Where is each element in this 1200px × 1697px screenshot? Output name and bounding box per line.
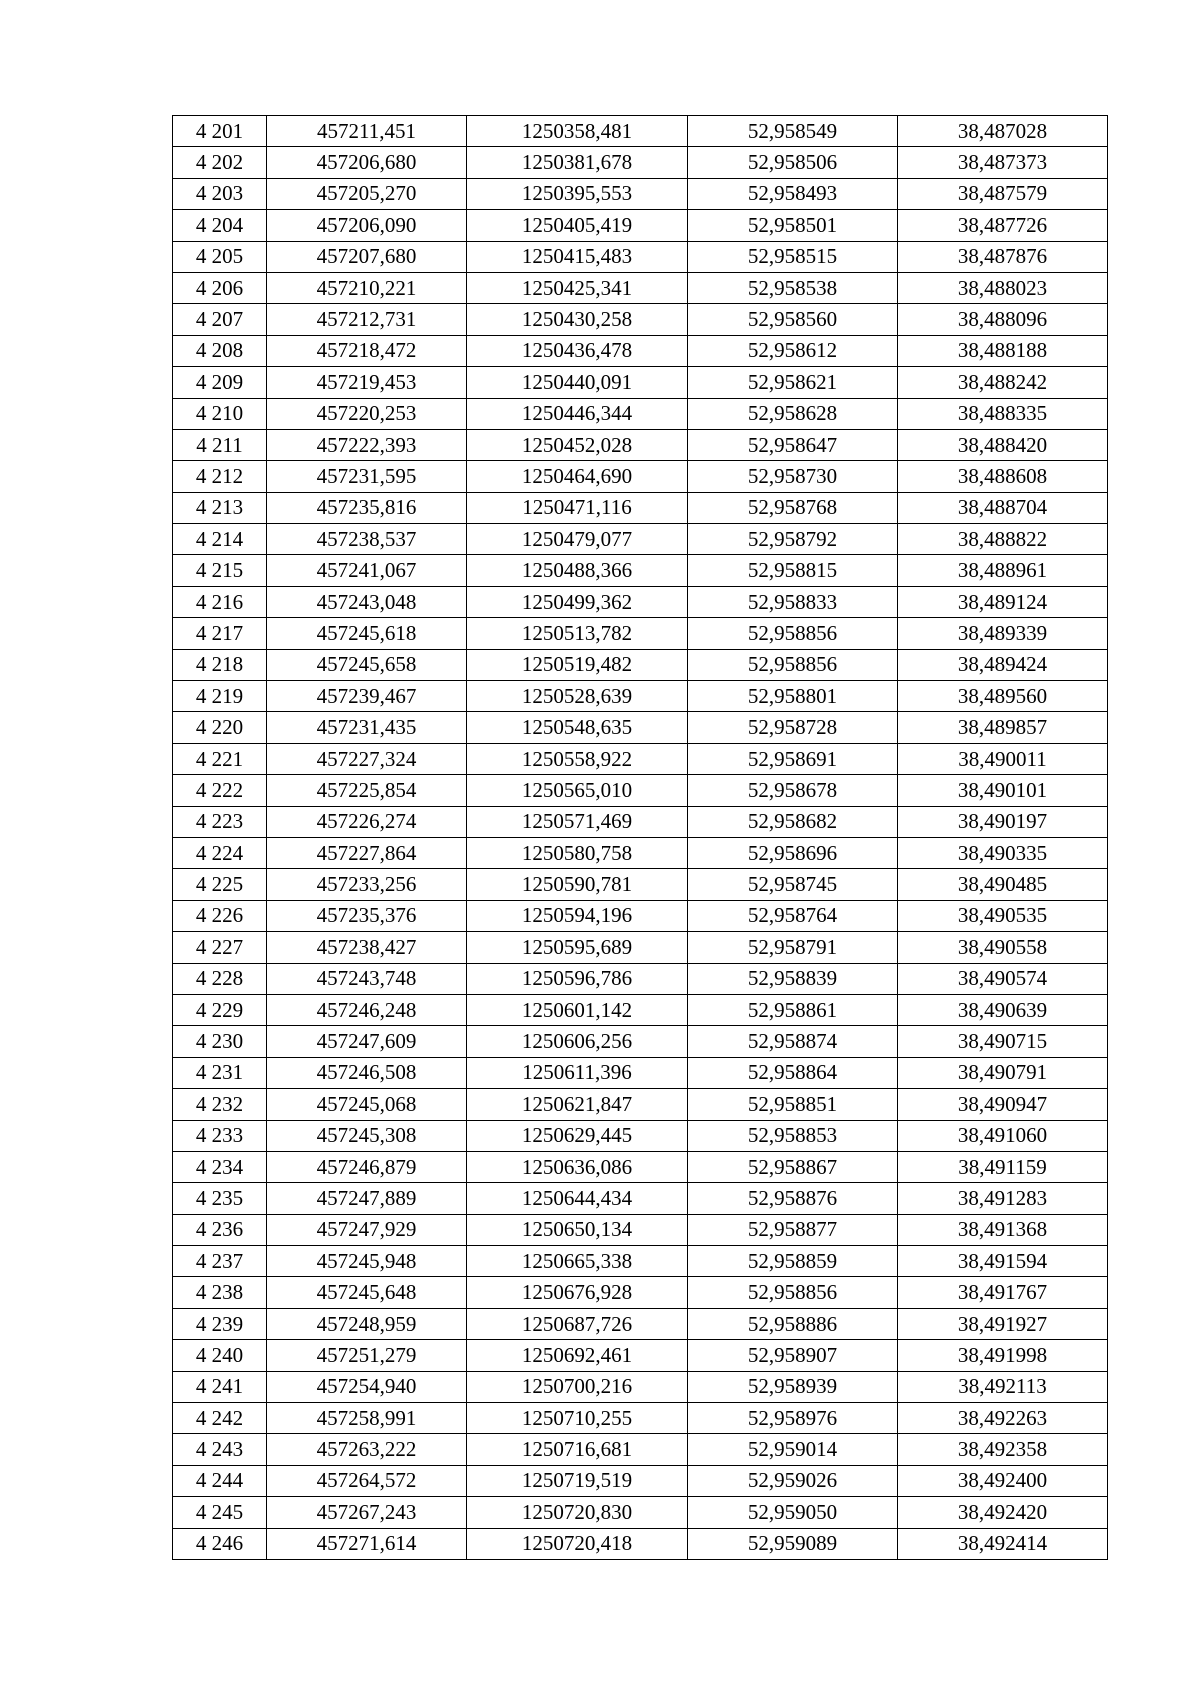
longitude-cell: 38,489560 bbox=[898, 681, 1108, 712]
longitude-cell: 38,489339 bbox=[898, 618, 1108, 649]
longitude-cell: 38,491927 bbox=[898, 1308, 1108, 1339]
point-number-cell: 4 224 bbox=[173, 837, 267, 868]
longitude-cell: 38,492263 bbox=[898, 1403, 1108, 1434]
x-coordinate-cell: 457239,467 bbox=[267, 681, 467, 712]
y-coordinate-cell: 1250580,758 bbox=[467, 837, 688, 868]
x-coordinate-cell: 457226,274 bbox=[267, 806, 467, 837]
longitude-cell: 38,488420 bbox=[898, 429, 1108, 460]
latitude-cell: 52,959050 bbox=[688, 1497, 898, 1528]
longitude-cell: 38,490715 bbox=[898, 1026, 1108, 1057]
table-row bbox=[173, 367, 1108, 398]
y-coordinate-cell: 1250440,091 bbox=[467, 367, 688, 398]
latitude-cell: 52,958691 bbox=[688, 743, 898, 774]
latitude-cell: 52,958877 bbox=[688, 1214, 898, 1245]
y-coordinate-cell: 1250636,086 bbox=[467, 1151, 688, 1182]
point-number-cell: 4 218 bbox=[173, 649, 267, 680]
latitude-cell: 52,958792 bbox=[688, 524, 898, 555]
y-coordinate-cell: 1250425,341 bbox=[467, 272, 688, 303]
x-coordinate-cell: 457246,508 bbox=[267, 1057, 467, 1088]
table-row bbox=[173, 1246, 1108, 1277]
table-row bbox=[173, 900, 1108, 931]
latitude-cell: 52,958801 bbox=[688, 681, 898, 712]
longitude-cell: 38,490947 bbox=[898, 1089, 1108, 1120]
table-row bbox=[173, 1308, 1108, 1339]
longitude-cell: 38,487579 bbox=[898, 178, 1108, 209]
table-row bbox=[173, 681, 1108, 712]
point-number-cell: 4 207 bbox=[173, 304, 267, 335]
longitude-cell: 38,488608 bbox=[898, 461, 1108, 492]
y-coordinate-cell: 1250452,028 bbox=[467, 429, 688, 460]
point-number-cell: 4 245 bbox=[173, 1497, 267, 1528]
longitude-cell: 38,490485 bbox=[898, 869, 1108, 900]
longitude-cell: 38,491060 bbox=[898, 1120, 1108, 1151]
latitude-cell: 52,958791 bbox=[688, 932, 898, 963]
point-number-cell: 4 239 bbox=[173, 1308, 267, 1339]
point-number-cell: 4 221 bbox=[173, 743, 267, 774]
y-coordinate-cell: 1250446,344 bbox=[467, 398, 688, 429]
longitude-cell: 38,492420 bbox=[898, 1497, 1108, 1528]
table-row bbox=[173, 837, 1108, 868]
longitude-cell: 38,491594 bbox=[898, 1246, 1108, 1277]
latitude-cell: 52,958493 bbox=[688, 178, 898, 209]
table-row bbox=[173, 1497, 1108, 1528]
table-row bbox=[173, 178, 1108, 209]
x-coordinate-cell: 457210,221 bbox=[267, 272, 467, 303]
table-row bbox=[173, 743, 1108, 774]
latitude-cell: 52,958861 bbox=[688, 994, 898, 1025]
latitude-cell: 52,958515 bbox=[688, 241, 898, 272]
coordinates-table-body bbox=[173, 116, 1108, 1560]
point-number-cell: 4 243 bbox=[173, 1434, 267, 1465]
y-coordinate-cell: 1250687,726 bbox=[467, 1308, 688, 1339]
table-row bbox=[173, 1057, 1108, 1088]
latitude-cell: 52,958730 bbox=[688, 461, 898, 492]
latitude-cell: 52,958856 bbox=[688, 618, 898, 649]
latitude-cell: 52,958853 bbox=[688, 1120, 898, 1151]
table-row bbox=[173, 492, 1108, 523]
latitude-cell: 52,958682 bbox=[688, 806, 898, 837]
longitude-cell: 38,489424 bbox=[898, 649, 1108, 680]
x-coordinate-cell: 457243,748 bbox=[267, 963, 467, 994]
longitude-cell: 38,492113 bbox=[898, 1371, 1108, 1402]
y-coordinate-cell: 1250606,256 bbox=[467, 1026, 688, 1057]
x-coordinate-cell: 457264,572 bbox=[267, 1465, 467, 1496]
table-row bbox=[173, 429, 1108, 460]
y-coordinate-cell: 1250528,639 bbox=[467, 681, 688, 712]
point-number-cell: 4 214 bbox=[173, 524, 267, 555]
latitude-cell: 52,959089 bbox=[688, 1528, 898, 1559]
y-coordinate-cell: 1250700,216 bbox=[467, 1371, 688, 1402]
latitude-cell: 52,958839 bbox=[688, 963, 898, 994]
point-number-cell: 4 228 bbox=[173, 963, 267, 994]
longitude-cell: 38,487726 bbox=[898, 210, 1108, 241]
x-coordinate-cell: 457246,879 bbox=[267, 1151, 467, 1182]
y-coordinate-cell: 1250621,847 bbox=[467, 1089, 688, 1120]
latitude-cell: 52,958768 bbox=[688, 492, 898, 523]
table-row bbox=[173, 775, 1108, 806]
y-coordinate-cell: 1250471,116 bbox=[467, 492, 688, 523]
coordinates-table bbox=[172, 115, 1108, 1560]
x-coordinate-cell: 457225,854 bbox=[267, 775, 467, 806]
longitude-cell: 38,488335 bbox=[898, 398, 1108, 429]
point-number-cell: 4 205 bbox=[173, 241, 267, 272]
y-coordinate-cell: 1250464,690 bbox=[467, 461, 688, 492]
longitude-cell: 38,490197 bbox=[898, 806, 1108, 837]
point-number-cell: 4 223 bbox=[173, 806, 267, 837]
table-row bbox=[173, 932, 1108, 963]
x-coordinate-cell: 457263,222 bbox=[267, 1434, 467, 1465]
y-coordinate-cell: 1250720,418 bbox=[467, 1528, 688, 1559]
x-coordinate-cell: 457220,253 bbox=[267, 398, 467, 429]
x-coordinate-cell: 457245,618 bbox=[267, 618, 467, 649]
point-number-cell: 4 217 bbox=[173, 618, 267, 649]
point-number-cell: 4 230 bbox=[173, 1026, 267, 1057]
longitude-cell: 38,488242 bbox=[898, 367, 1108, 398]
x-coordinate-cell: 457238,537 bbox=[267, 524, 467, 555]
longitude-cell: 38,491368 bbox=[898, 1214, 1108, 1245]
longitude-cell: 38,489857 bbox=[898, 712, 1108, 743]
table-row bbox=[173, 806, 1108, 837]
point-number-cell: 4 201 bbox=[173, 116, 267, 147]
x-coordinate-cell: 457267,243 bbox=[267, 1497, 467, 1528]
y-coordinate-cell: 1250513,782 bbox=[467, 618, 688, 649]
table-row bbox=[173, 1434, 1108, 1465]
point-number-cell: 4 235 bbox=[173, 1183, 267, 1214]
latitude-cell: 52,958856 bbox=[688, 649, 898, 680]
y-coordinate-cell: 1250590,781 bbox=[467, 869, 688, 900]
point-number-cell: 4 241 bbox=[173, 1371, 267, 1402]
table-row bbox=[173, 712, 1108, 743]
y-coordinate-cell: 1250692,461 bbox=[467, 1340, 688, 1371]
table-row bbox=[173, 1528, 1108, 1559]
longitude-cell: 38,490535 bbox=[898, 900, 1108, 931]
y-coordinate-cell: 1250629,445 bbox=[467, 1120, 688, 1151]
table-row bbox=[173, 586, 1108, 617]
table-row bbox=[173, 461, 1108, 492]
longitude-cell: 38,490335 bbox=[898, 837, 1108, 868]
latitude-cell: 52,958867 bbox=[688, 1151, 898, 1182]
longitude-cell: 38,490011 bbox=[898, 743, 1108, 774]
latitude-cell: 52,958647 bbox=[688, 429, 898, 460]
point-number-cell: 4 242 bbox=[173, 1403, 267, 1434]
longitude-cell: 38,492400 bbox=[898, 1465, 1108, 1496]
x-coordinate-cell: 457219,453 bbox=[267, 367, 467, 398]
longitude-cell: 38,491283 bbox=[898, 1183, 1108, 1214]
point-number-cell: 4 203 bbox=[173, 178, 267, 209]
table-row bbox=[173, 524, 1108, 555]
table-row bbox=[173, 869, 1108, 900]
table-row bbox=[173, 147, 1108, 178]
y-coordinate-cell: 1250436,478 bbox=[467, 335, 688, 366]
latitude-cell: 52,958728 bbox=[688, 712, 898, 743]
latitude-cell: 52,958876 bbox=[688, 1183, 898, 1214]
longitude-cell: 38,491998 bbox=[898, 1340, 1108, 1371]
x-coordinate-cell: 457247,929 bbox=[267, 1214, 467, 1245]
point-number-cell: 4 211 bbox=[173, 429, 267, 460]
x-coordinate-cell: 457271,614 bbox=[267, 1528, 467, 1559]
latitude-cell: 52,958678 bbox=[688, 775, 898, 806]
x-coordinate-cell: 457245,648 bbox=[267, 1277, 467, 1308]
x-coordinate-cell: 457238,427 bbox=[267, 932, 467, 963]
longitude-cell: 38,487876 bbox=[898, 241, 1108, 272]
longitude-cell: 38,490791 bbox=[898, 1057, 1108, 1088]
table-row bbox=[173, 210, 1108, 241]
latitude-cell: 52,958560 bbox=[688, 304, 898, 335]
table-row bbox=[173, 555, 1108, 586]
table-row bbox=[173, 1151, 1108, 1182]
longitude-cell: 38,488961 bbox=[898, 555, 1108, 586]
table-row bbox=[173, 1183, 1108, 1214]
y-coordinate-cell: 1250395,553 bbox=[467, 178, 688, 209]
x-coordinate-cell: 457227,324 bbox=[267, 743, 467, 774]
longitude-cell: 38,487373 bbox=[898, 147, 1108, 178]
point-number-cell: 4 246 bbox=[173, 1528, 267, 1559]
latitude-cell: 52,958538 bbox=[688, 272, 898, 303]
point-number-cell: 4 219 bbox=[173, 681, 267, 712]
point-number-cell: 4 229 bbox=[173, 994, 267, 1025]
table-row bbox=[173, 1120, 1108, 1151]
table-row bbox=[173, 1371, 1108, 1402]
y-coordinate-cell: 1250594,196 bbox=[467, 900, 688, 931]
latitude-cell: 52,958612 bbox=[688, 335, 898, 366]
longitude-cell: 38,487028 bbox=[898, 116, 1108, 147]
point-number-cell: 4 209 bbox=[173, 367, 267, 398]
x-coordinate-cell: 457247,609 bbox=[267, 1026, 467, 1057]
y-coordinate-cell: 1250558,922 bbox=[467, 743, 688, 774]
longitude-cell: 38,488704 bbox=[898, 492, 1108, 523]
point-number-cell: 4 227 bbox=[173, 932, 267, 963]
point-number-cell: 4 232 bbox=[173, 1089, 267, 1120]
y-coordinate-cell: 1250479,077 bbox=[467, 524, 688, 555]
table-row bbox=[173, 398, 1108, 429]
x-coordinate-cell: 457211,451 bbox=[267, 116, 467, 147]
y-coordinate-cell: 1250720,830 bbox=[467, 1497, 688, 1528]
latitude-cell: 52,958501 bbox=[688, 210, 898, 241]
x-coordinate-cell: 457258,991 bbox=[267, 1403, 467, 1434]
point-number-cell: 4 240 bbox=[173, 1340, 267, 1371]
latitude-cell: 52,959026 bbox=[688, 1465, 898, 1496]
table-row bbox=[173, 1214, 1108, 1245]
latitude-cell: 52,959014 bbox=[688, 1434, 898, 1465]
point-number-cell: 4 237 bbox=[173, 1246, 267, 1277]
latitude-cell: 52,958856 bbox=[688, 1277, 898, 1308]
table-row bbox=[173, 1026, 1108, 1057]
point-number-cell: 4 215 bbox=[173, 555, 267, 586]
latitude-cell: 52,958549 bbox=[688, 116, 898, 147]
y-coordinate-cell: 1250565,010 bbox=[467, 775, 688, 806]
table-row bbox=[173, 116, 1108, 147]
point-number-cell: 4 244 bbox=[173, 1465, 267, 1496]
longitude-cell: 38,488822 bbox=[898, 524, 1108, 555]
x-coordinate-cell: 457206,680 bbox=[267, 147, 467, 178]
table-row bbox=[173, 1403, 1108, 1434]
x-coordinate-cell: 457241,067 bbox=[267, 555, 467, 586]
x-coordinate-cell: 457231,595 bbox=[267, 461, 467, 492]
latitude-cell: 52,958874 bbox=[688, 1026, 898, 1057]
table-row bbox=[173, 304, 1108, 335]
latitude-cell: 52,958696 bbox=[688, 837, 898, 868]
y-coordinate-cell: 1250596,786 bbox=[467, 963, 688, 994]
x-coordinate-cell: 457212,731 bbox=[267, 304, 467, 335]
x-coordinate-cell: 457245,308 bbox=[267, 1120, 467, 1151]
point-number-cell: 4 238 bbox=[173, 1277, 267, 1308]
y-coordinate-cell: 1250405,419 bbox=[467, 210, 688, 241]
longitude-cell: 38,490101 bbox=[898, 775, 1108, 806]
table-row bbox=[173, 618, 1108, 649]
point-number-cell: 4 231 bbox=[173, 1057, 267, 1088]
x-coordinate-cell: 457205,270 bbox=[267, 178, 467, 209]
y-coordinate-cell: 1250650,134 bbox=[467, 1214, 688, 1245]
x-coordinate-cell: 457235,376 bbox=[267, 900, 467, 931]
table-row bbox=[173, 272, 1108, 303]
table-row bbox=[173, 1277, 1108, 1308]
table-row bbox=[173, 335, 1108, 366]
y-coordinate-cell: 1250488,366 bbox=[467, 555, 688, 586]
x-coordinate-cell: 457233,256 bbox=[267, 869, 467, 900]
table-row bbox=[173, 649, 1108, 680]
x-coordinate-cell: 457246,248 bbox=[267, 994, 467, 1025]
x-coordinate-cell: 457235,816 bbox=[267, 492, 467, 523]
latitude-cell: 52,958745 bbox=[688, 869, 898, 900]
point-number-cell: 4 236 bbox=[173, 1214, 267, 1245]
x-coordinate-cell: 457247,889 bbox=[267, 1183, 467, 1214]
longitude-cell: 38,492414 bbox=[898, 1528, 1108, 1559]
point-number-cell: 4 204 bbox=[173, 210, 267, 241]
y-coordinate-cell: 1250595,689 bbox=[467, 932, 688, 963]
latitude-cell: 52,958864 bbox=[688, 1057, 898, 1088]
x-coordinate-cell: 457218,472 bbox=[267, 335, 467, 366]
longitude-cell: 38,488023 bbox=[898, 272, 1108, 303]
x-coordinate-cell: 457227,864 bbox=[267, 837, 467, 868]
longitude-cell: 38,488096 bbox=[898, 304, 1108, 335]
x-coordinate-cell: 457251,279 bbox=[267, 1340, 467, 1371]
longitude-cell: 38,488188 bbox=[898, 335, 1108, 366]
latitude-cell: 52,958886 bbox=[688, 1308, 898, 1339]
point-number-cell: 4 202 bbox=[173, 147, 267, 178]
table-row bbox=[173, 963, 1108, 994]
point-number-cell: 4 216 bbox=[173, 586, 267, 617]
table-row bbox=[173, 241, 1108, 272]
x-coordinate-cell: 457245,068 bbox=[267, 1089, 467, 1120]
y-coordinate-cell: 1250519,482 bbox=[467, 649, 688, 680]
y-coordinate-cell: 1250710,255 bbox=[467, 1403, 688, 1434]
table-row bbox=[173, 1465, 1108, 1496]
y-coordinate-cell: 1250358,481 bbox=[467, 116, 688, 147]
x-coordinate-cell: 457245,948 bbox=[267, 1246, 467, 1277]
y-coordinate-cell: 1250644,434 bbox=[467, 1183, 688, 1214]
x-coordinate-cell: 457231,435 bbox=[267, 712, 467, 743]
longitude-cell: 38,490558 bbox=[898, 932, 1108, 963]
table-row bbox=[173, 1340, 1108, 1371]
x-coordinate-cell: 457254,940 bbox=[267, 1371, 467, 1402]
point-number-cell: 4 234 bbox=[173, 1151, 267, 1182]
y-coordinate-cell: 1250611,396 bbox=[467, 1057, 688, 1088]
longitude-cell: 38,490574 bbox=[898, 963, 1108, 994]
y-coordinate-cell: 1250381,678 bbox=[467, 147, 688, 178]
x-coordinate-cell: 457245,658 bbox=[267, 649, 467, 680]
point-number-cell: 4 213 bbox=[173, 492, 267, 523]
latitude-cell: 52,958833 bbox=[688, 586, 898, 617]
y-coordinate-cell: 1250716,681 bbox=[467, 1434, 688, 1465]
longitude-cell: 38,490639 bbox=[898, 994, 1108, 1025]
latitude-cell: 52,958859 bbox=[688, 1246, 898, 1277]
point-number-cell: 4 225 bbox=[173, 869, 267, 900]
point-number-cell: 4 208 bbox=[173, 335, 267, 366]
x-coordinate-cell: 457243,048 bbox=[267, 586, 467, 617]
longitude-cell: 38,491159 bbox=[898, 1151, 1108, 1182]
latitude-cell: 52,958907 bbox=[688, 1340, 898, 1371]
y-coordinate-cell: 1250548,635 bbox=[467, 712, 688, 743]
y-coordinate-cell: 1250719,519 bbox=[467, 1465, 688, 1496]
x-coordinate-cell: 457248,959 bbox=[267, 1308, 467, 1339]
latitude-cell: 52,958815 bbox=[688, 555, 898, 586]
point-number-cell: 4 212 bbox=[173, 461, 267, 492]
point-number-cell: 4 222 bbox=[173, 775, 267, 806]
y-coordinate-cell: 1250665,338 bbox=[467, 1246, 688, 1277]
latitude-cell: 52,958764 bbox=[688, 900, 898, 931]
point-number-cell: 4 226 bbox=[173, 900, 267, 931]
latitude-cell: 52,958506 bbox=[688, 147, 898, 178]
latitude-cell: 52,958976 bbox=[688, 1403, 898, 1434]
point-number-cell: 4 233 bbox=[173, 1120, 267, 1151]
point-number-cell: 4 210 bbox=[173, 398, 267, 429]
latitude-cell: 52,958621 bbox=[688, 367, 898, 398]
x-coordinate-cell: 457207,680 bbox=[267, 241, 467, 272]
y-coordinate-cell: 1250415,483 bbox=[467, 241, 688, 272]
latitude-cell: 52,958851 bbox=[688, 1089, 898, 1120]
latitude-cell: 52,958628 bbox=[688, 398, 898, 429]
table-row bbox=[173, 1089, 1108, 1120]
table-row bbox=[173, 994, 1108, 1025]
latitude-cell: 52,958939 bbox=[688, 1371, 898, 1402]
y-coordinate-cell: 1250601,142 bbox=[467, 994, 688, 1025]
x-coordinate-cell: 457206,090 bbox=[267, 210, 467, 241]
y-coordinate-cell: 1250676,928 bbox=[467, 1277, 688, 1308]
longitude-cell: 38,492358 bbox=[898, 1434, 1108, 1465]
longitude-cell: 38,489124 bbox=[898, 586, 1108, 617]
x-coordinate-cell: 457222,393 bbox=[267, 429, 467, 460]
longitude-cell: 38,491767 bbox=[898, 1277, 1108, 1308]
point-number-cell: 4 220 bbox=[173, 712, 267, 743]
y-coordinate-cell: 1250430,258 bbox=[467, 304, 688, 335]
point-number-cell: 4 206 bbox=[173, 272, 267, 303]
y-coordinate-cell: 1250571,469 bbox=[467, 806, 688, 837]
y-coordinate-cell: 1250499,362 bbox=[467, 586, 688, 617]
